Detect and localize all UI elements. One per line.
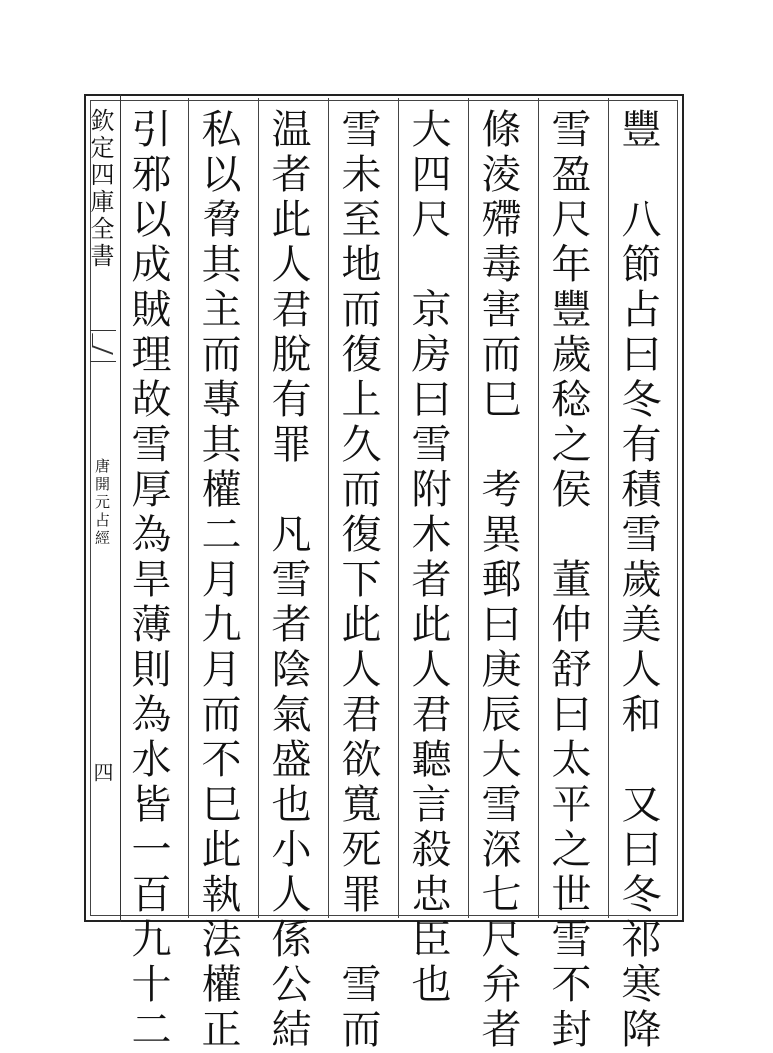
text-column-3: 條淩殢毒害而巳 考異郵曰庚辰大雪深七尺弁者 — [475, 108, 521, 1053]
column-rule — [398, 98, 399, 918]
fish-tail-ornament — [90, 330, 116, 362]
text-column-8: 引邪以成賊理故雪厚為旱薄則為水皆一百九十二 — [125, 108, 171, 1053]
text-column-7: 私以脅其主而專其權二月九月而不巳此執法權正 — [195, 108, 241, 1053]
column-rule — [328, 98, 329, 918]
page-border — [84, 94, 684, 922]
text-column-2: 雪盈尺年豐歲稔之侯 董仲舒曰太平之世雪不封 — [545, 108, 591, 1053]
book-title: 欽定四庫全書 — [86, 108, 114, 270]
text-column-6: 温者此人君脫有罪 凡雪者陰氣盛也小人係公結 — [265, 108, 311, 1053]
column-rule — [188, 98, 189, 918]
text-column-5: 雪未至地而復上久而復下此人君欲寬死罪 雪而 — [335, 108, 381, 1053]
column-rule — [258, 98, 259, 918]
text-column-4: 大四尺 京房曰雪附木者此人君聽言殺忠臣也 — [405, 108, 451, 1008]
column-rule — [468, 98, 469, 918]
text-column-1: 豐 八節占曰冬有積雪歲美人和 又曰冬祁寒降 — [615, 108, 661, 1053]
section-title: 唐開元占經 — [93, 458, 111, 548]
page-number: 四 — [90, 762, 114, 787]
column-rule — [538, 98, 539, 918]
column-rule — [608, 98, 609, 918]
